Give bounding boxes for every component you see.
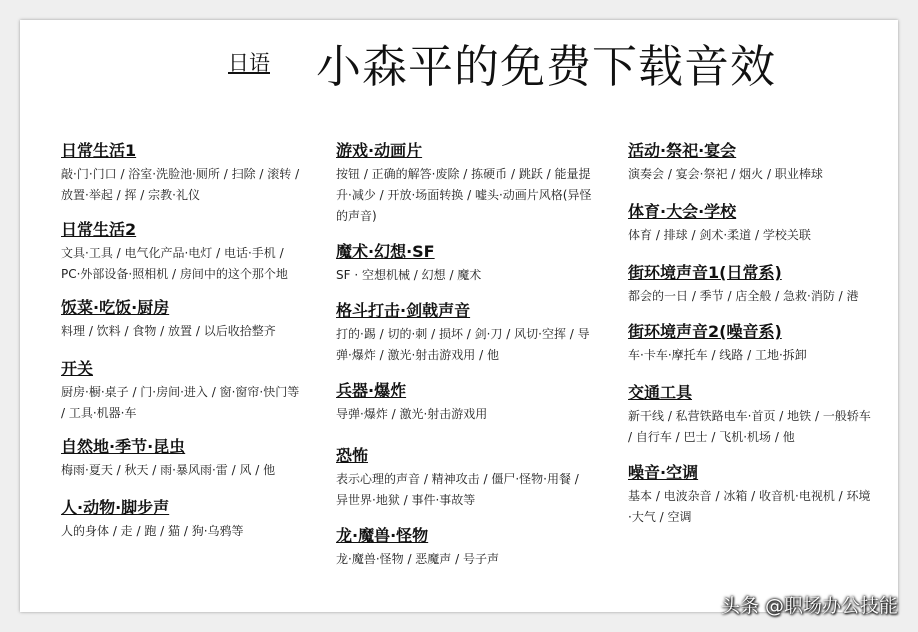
category-title-daily-life-1[interactable]: 日常生活1: [61, 141, 137, 160]
category-items: 体育 / 排球 / 剑术·柔道 / 学校关联: [628, 228, 811, 242]
category-items: 新干线 / 私营铁路电车·首页 / 地铁 / 一般轿车 / 自行车 / 巴士 / 飞机·机场 / 他: [628, 409, 871, 444]
category-title-weapons-explosions[interactable]: 兵器·爆炸: [336, 381, 407, 400]
category-block: [61, 219, 301, 285]
language-link-japanese[interactable]: 日语: [228, 51, 270, 75]
category-title-sports-school[interactable]: 体育·大会·学校: [628, 202, 737, 221]
category-block: [336, 300, 592, 366]
category-items: 文具·工具 / 电气化产品·电灯 / 电话·手机 / PC·外部设备·照相机 / 房间中的这个那个地: [61, 246, 288, 281]
category-title-daily-life-2[interactable]: 日常生活2: [61, 220, 137, 239]
category-title-horror[interactable]: 恐怖: [336, 446, 369, 465]
category-block: [61, 436, 301, 481]
category-items: 按钮 / 正确的解答·废除 / 拣硬币 / 跳跃 / 能量提升·减少 / 开放·场面转换 / 嘘头·动画片风格(异怪的声音): [336, 167, 592, 223]
category-title-magic-fantasy-sf[interactable]: 魔术·幻想·SF: [336, 242, 435, 261]
category-items: SF · 空想机械 / 幻想 / 魔术: [336, 268, 482, 282]
category-title-nature-season-insects[interactable]: 自然地·季节·昆虫: [61, 437, 186, 456]
category-items: 人的身体 / 走 / 跑 / 猫 / 狗·乌鸦等: [61, 524, 244, 538]
category-title-street-ambience-daily[interactable]: 街环境声音1(日常系): [628, 263, 782, 282]
category-title-combat-sword[interactable]: 格斗打击·剑戟声音: [336, 301, 471, 320]
category-items: 梅雨·夏天 / 秋天 / 雨·暴风雨·雷 / 风 / 他: [61, 463, 276, 477]
category-column-1: [61, 120, 301, 542]
page-title: 小森平的免费下载音效: [316, 40, 777, 93]
category-items: 敲·门·门口 / 浴室·洗脸池·厕所 / 扫除 / 滚转 / 放置·举起 / 挥 / 宗教·礼仪: [61, 167, 300, 202]
category-items: 表示心理的声音 / 精神攻击 / 僵尸·怪物·用餐 / 异世界·地狱 / 事件·事故等: [336, 472, 579, 507]
category-items: 打的·踢 / 切的·刺 / 损坏 / 剑·刀 / 风切·空挥 / 导弹·爆炸 / 激光·射击游戏用 / 他: [336, 327, 590, 362]
category-items: 都会的一日 / 季节 / 店全般 / 急救·消防 / 港: [628, 289, 859, 303]
category-block: [336, 380, 592, 425]
category-block: [336, 445, 592, 511]
category-block: [61, 358, 301, 424]
category-block: [336, 140, 592, 227]
category-items: 车·卡车·摩托车 / 线路 / 工地·拆卸: [628, 348, 807, 362]
category-column-2: [336, 120, 592, 570]
category-block: [628, 201, 873, 246]
category-items: 演奏会 / 宴会·祭祀 / 烟火 / 职业棒球: [628, 167, 823, 181]
category-title-open-close[interactable]: 开关: [61, 359, 94, 378]
category-block: [61, 297, 301, 342]
category-items: 龙·魔兽·怪物 / 恶魔声 / 号子声: [336, 552, 499, 566]
category-block: [628, 321, 873, 366]
watermark-text: 头条 @职场办公技能: [720, 595, 898, 617]
category-items: 导弹·爆炸 / 激光·射击游戏用: [336, 407, 488, 421]
page-sheet: [20, 20, 898, 612]
category-title-people-animals-footsteps[interactable]: 人·动物·脚步声: [61, 498, 170, 517]
category-title-food-kitchen[interactable]: 饭菜·吃饭·厨房: [61, 298, 170, 317]
category-title-dragon-monster[interactable]: 龙·魔兽·怪物: [336, 526, 429, 545]
category-title-game-anime[interactable]: 游戏·动画片: [336, 141, 423, 160]
category-block: [628, 262, 873, 307]
category-block: [336, 241, 592, 286]
category-column-3: [628, 120, 873, 528]
category-block: [628, 382, 873, 448]
category-items: 厨房·橱·桌子 / 门·房间·进入 / 窗·窗帘·快门等 / 工具·机器·车: [61, 385, 300, 420]
category-title-events-festivals[interactable]: 活动·祭祀·宴会: [628, 141, 737, 160]
category-title-noise-aircon[interactable]: 噪音·空调: [628, 463, 699, 482]
category-items: 料理 / 饮料 / 食物 / 放置 / 以后收拾整齐: [61, 324, 276, 338]
category-title-transport[interactable]: 交通工具: [628, 383, 693, 402]
category-block: [61, 497, 301, 542]
category-block: [628, 462, 873, 528]
category-title-street-ambience-noise[interactable]: 街环境声音2(噪音系): [628, 322, 782, 341]
category-block: [61, 140, 301, 206]
category-block: [336, 525, 592, 570]
category-block: [628, 140, 873, 185]
category-items: 基本 / 电波杂音 / 冰箱 / 收音机·电视机 / 环境·大气 / 空调: [628, 489, 871, 524]
